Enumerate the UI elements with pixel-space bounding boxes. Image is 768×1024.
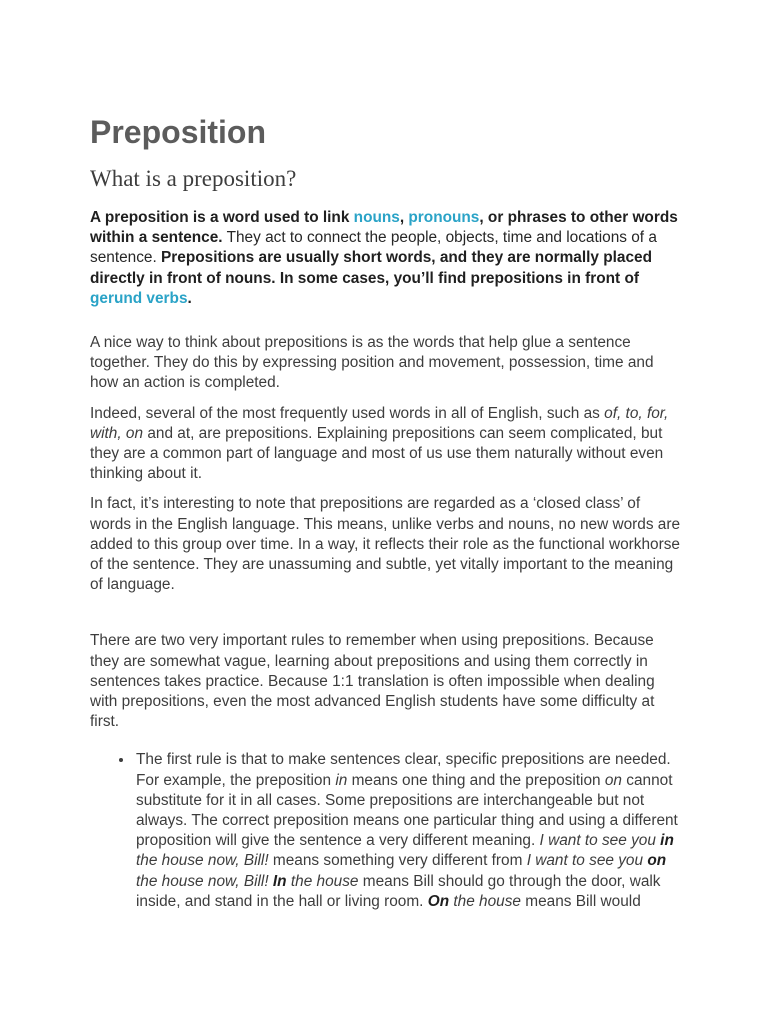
para2-italic: of, to, for, with, on	[90, 404, 669, 442]
link-pronouns[interactable]: pronouns	[408, 209, 480, 226]
list-item	[134, 750, 682, 912]
bullet-italic: the house now, Bill!	[136, 872, 269, 890]
bullet-text: means something very different from	[268, 852, 527, 870]
rules-list	[90, 750, 682, 912]
intro-plain: They act to connect the people, objects, time and locations of a sentence.	[90, 229, 657, 267]
page-subtitle: What is a preposition?	[90, 166, 297, 191]
intro-bold-2: , or phrases to other words within a sentence.	[90, 209, 678, 247]
intro-bold-1: A preposition is a word used to link	[90, 209, 354, 226]
bullet-text: cannot substitute for it in all cases. Some prepositions are interchangeable but not always. The correct preposition means one particular thing and using a different proposition will give the sentence a very different meaning.	[136, 771, 678, 850]
document-page	[90, 108, 682, 912]
intro-paragraph	[90, 208, 682, 309]
paragraph-glue: A nice way to think about prepositions is as the words that help glue a sentence together. They do this by expressing position and movement, possession, time and how an action is completed.	[90, 334, 654, 392]
paragraph-frequent-words	[90, 404, 682, 485]
para2-text-2: and at, are prepositions. Explaining prepositions can seem complicated, but they are a common part of language and most of us use them naturally without even thinking about it.	[90, 424, 664, 483]
para2-text-1: Indeed, several of the most frequently used words in all of English, such as	[90, 404, 605, 422]
bullet-italic: the house	[286, 872, 359, 890]
bullet-bold-italic: On	[427, 892, 450, 910]
link-nouns[interactable]: nouns	[353, 209, 400, 226]
bullet-text: The first rule is that to make sentences clear, specific prepositions are needed. For example, the preposition	[136, 751, 671, 789]
intro-bold-3: Prepositions are usually short words, and they are normally placed directly in front of nouns. In some cases, you’ll find prepositions in front of	[90, 249, 652, 287]
intro-bold-4: .	[187, 289, 192, 307]
bullet-text: means one thing and the preposition	[347, 771, 605, 789]
bullet-italic: the house now, Bill!	[136, 852, 269, 870]
bullet-text: means Bill would	[521, 892, 641, 910]
bullet-italic: I want to see you	[526, 852, 648, 870]
bullet-italic: the house	[449, 892, 521, 910]
bullet-text: means Bill should go through the door, walk inside, and stand in the hall or living room.	[136, 872, 661, 910]
bullet-bold-italic: on	[647, 852, 667, 870]
bullet-italic: in	[335, 771, 348, 789]
bullet-bold-italic: in	[660, 832, 674, 850]
link-gerund-verbs[interactable]: gerund verbs	[90, 289, 188, 307]
paragraph-two-rules: There are two very important rules to remember when using prepositions. Because they are somewhat vague, learning about prepositions and using them correctly in sentences takes practice. Because 1:1 translation is often impossible when dealing with prepositions, even the most advanced English students have some difficulty at first.	[90, 632, 655, 731]
bullet-italic: I want to see you	[539, 832, 661, 850]
page-title: Preposition	[90, 114, 267, 150]
paragraph-closed-class: In fact, it’s interesting to note that prepositions are regarded as a ‘closed class’ of words in the English language. This means, unlike verbs and nouns, no new words are added to this group over time. In a way, it reflects their role as the functional workhorse of the sentence. They are unassuming and subtle, yet vitally important to the meaning of language.	[90, 495, 681, 594]
bullet-bold-italic: In	[272, 872, 287, 890]
bullet-italic: on	[604, 771, 622, 789]
intro-comma: ,	[399, 209, 409, 226]
